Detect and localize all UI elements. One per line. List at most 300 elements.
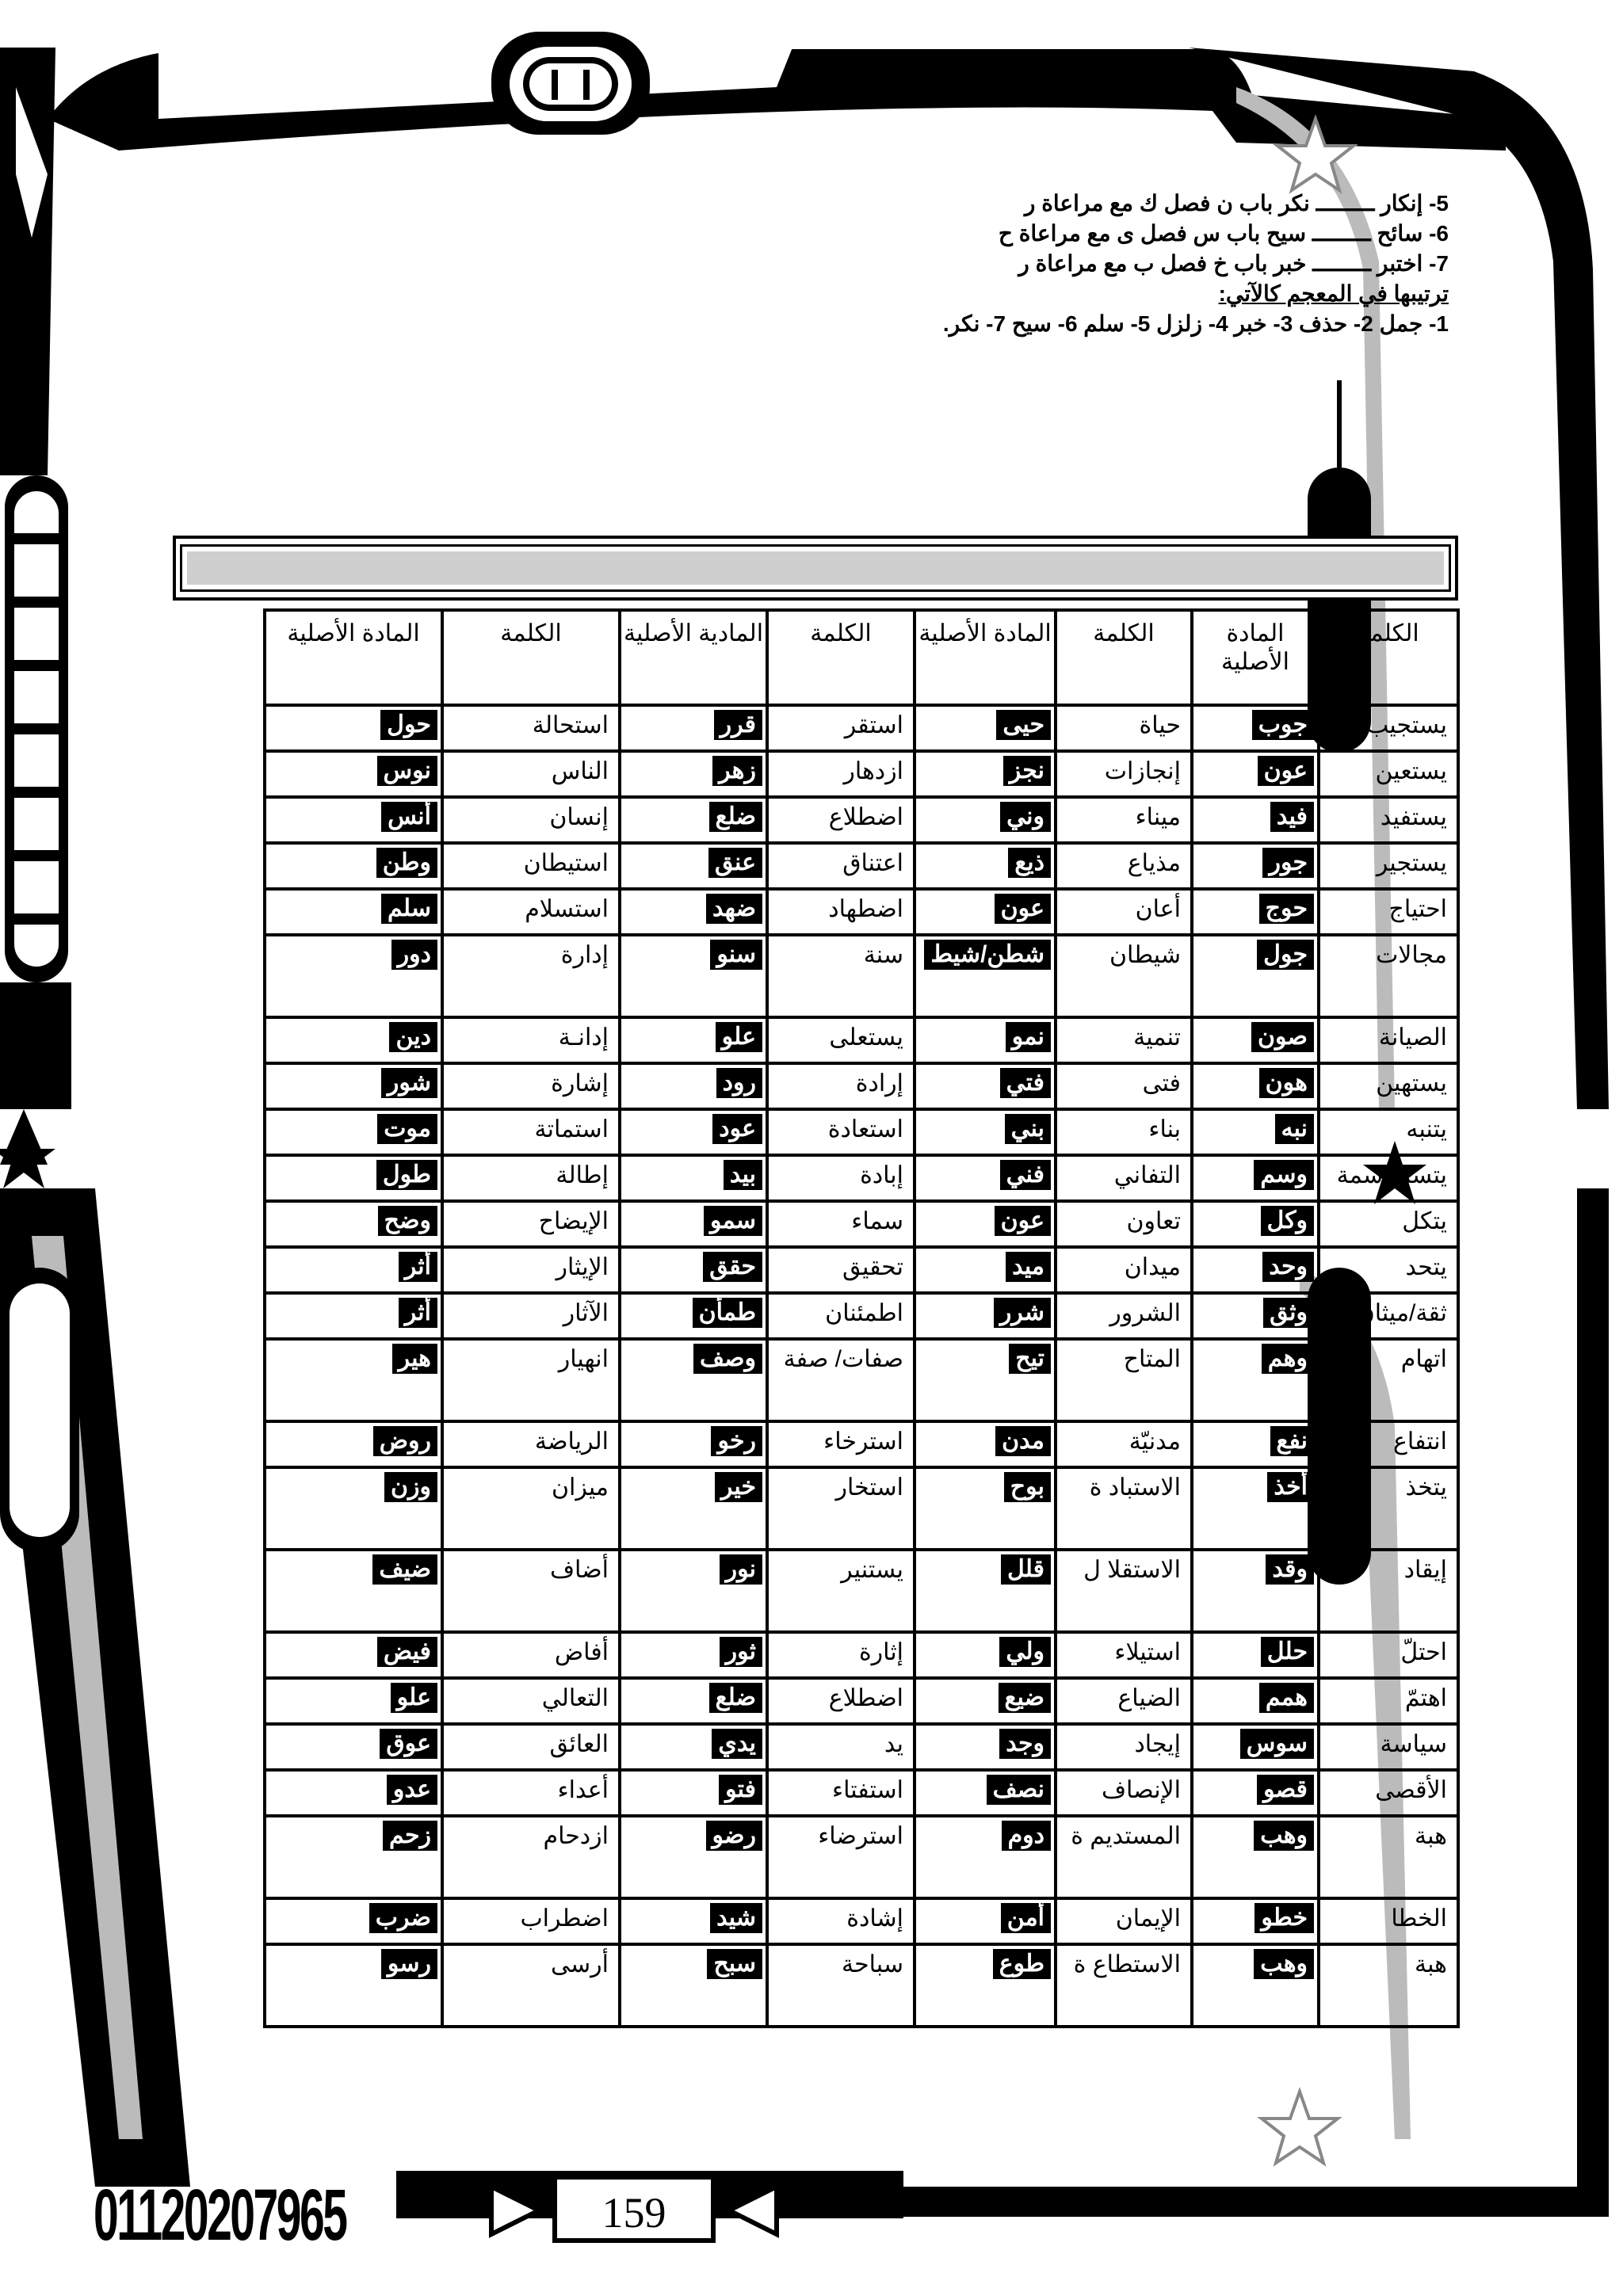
word-cell: يتنبه: [1319, 1109, 1458, 1155]
header-cell: المادة الأصلية: [265, 610, 442, 705]
root-label: فيض: [377, 1637, 437, 1667]
table-row: [265, 1421, 1458, 1467]
word-cell: الإيضاح: [442, 1201, 620, 1247]
root-label: فتو: [719, 1775, 762, 1805]
word-cell: يستنير: [767, 1550, 915, 1632]
table-row: [265, 1770, 1458, 1816]
word-cell: استعادة: [767, 1109, 915, 1155]
root-label: نبه: [1275, 1114, 1315, 1144]
root-label: ضهد: [706, 894, 762, 924]
root-cell: [265, 1632, 442, 1678]
table-row: [265, 935, 1458, 1017]
word-cell: مدنيّة: [1056, 1421, 1192, 1467]
word-cell: تعاون: [1056, 1201, 1192, 1247]
root-cell: [915, 1770, 1056, 1816]
root-cell: [265, 751, 442, 797]
root-cell: [265, 1247, 442, 1293]
root-cell: [915, 751, 1056, 797]
root-cell: [620, 843, 767, 889]
word-cell: استخار: [767, 1467, 915, 1550]
word-cell: اضطراب: [442, 1898, 620, 1944]
root-label: سنو: [710, 940, 762, 970]
root-cell: [915, 1678, 1056, 1724]
root-label: طمأن: [693, 1298, 762, 1328]
page-number: 159: [601, 2189, 666, 2237]
word-cell: سماء: [767, 1201, 915, 1247]
word-cell: استرضاء: [767, 1816, 915, 1898]
word-cell: مجالات: [1319, 935, 1458, 1017]
root-cell: [1192, 1017, 1319, 1063]
root-cell: [915, 1898, 1056, 1944]
root-cell: [620, 1017, 767, 1063]
root-cell: [915, 1155, 1056, 1201]
word-cell: استيلاء: [1056, 1632, 1192, 1678]
word-cell: اعتناق: [767, 843, 915, 889]
word-cell: يستفيد: [1319, 797, 1458, 843]
table-row: [265, 1201, 1458, 1247]
root-cell: [915, 935, 1056, 1017]
word-cell: استفتاء: [767, 1770, 915, 1816]
header-cell: الكلمة: [1056, 610, 1192, 705]
root-cell: [1192, 1109, 1319, 1155]
root-label: همم: [1259, 1683, 1314, 1713]
word-cell: الخطا: [1319, 1898, 1458, 1944]
root-cell: [1192, 935, 1319, 1017]
header-cell: المادية الأصلية: [620, 610, 767, 705]
root-label: يدي: [712, 1729, 762, 1759]
table-row: [265, 1017, 1458, 1063]
root-cell: [620, 935, 767, 1017]
root-cell: [915, 1724, 1056, 1770]
table-header-row: [265, 610, 1458, 705]
word-cell: أعان: [1056, 889, 1192, 935]
root-cell: [1192, 1063, 1319, 1109]
word-cell: الإنصاف: [1056, 1770, 1192, 1816]
root-cell: [265, 935, 442, 1017]
root-label: شطن/شيط: [924, 940, 1051, 970]
root-label: جوب: [1252, 710, 1314, 740]
root-cell: [915, 1467, 1056, 1550]
word-cell: اهتمّ: [1319, 1678, 1458, 1724]
word-cell: إشادة: [767, 1898, 915, 1944]
root-label: أثر: [399, 1298, 437, 1328]
root-cell: [1192, 1816, 1319, 1898]
word-cell: أفاض: [442, 1632, 620, 1678]
root-cell: [915, 1816, 1056, 1898]
root-cell: [620, 1550, 767, 1632]
root-label: دوم: [1002, 1821, 1051, 1851]
table-row: [265, 1467, 1458, 1550]
word-cell: شيطان: [1056, 935, 1192, 1017]
root-label: خطو: [1254, 1903, 1314, 1933]
root-label: عدو: [387, 1775, 437, 1805]
root-cell: [265, 1109, 442, 1155]
root-label: نوس: [377, 756, 437, 786]
word-cell: يستجير: [1319, 843, 1458, 889]
note-line: 6- سائح ـــــــــ سيح باب س فصل ى مع مراعاة ح: [998, 221, 1449, 246]
root-cell: [1192, 1632, 1319, 1678]
word-cell: إطالة: [442, 1155, 620, 1201]
root-cell: [265, 1678, 442, 1724]
root-cell: [620, 1247, 767, 1293]
root-label: ميد: [1006, 1252, 1051, 1282]
table-row: [265, 1632, 1458, 1678]
root-cell: [1192, 1155, 1319, 1201]
root-label: نور: [720, 1554, 762, 1585]
root-label: رود: [716, 1068, 762, 1098]
root-label: موت: [377, 1114, 437, 1144]
root-cell: [265, 1293, 442, 1339]
root-label: بيد: [724, 1160, 762, 1190]
root-label: وقد: [1266, 1554, 1314, 1585]
word-cell: ازدهار: [767, 751, 915, 797]
root-cell: [265, 1816, 442, 1898]
table-row: [265, 1109, 1458, 1155]
root-cell: [1192, 797, 1319, 843]
word-cell: إدارة: [442, 935, 620, 1017]
word-cell: استقر: [767, 705, 915, 751]
root-label: سمو: [704, 1206, 762, 1236]
root-cell: [1192, 751, 1319, 797]
word-cell: سياسة: [1319, 1724, 1458, 1770]
root-cell: [915, 1017, 1056, 1063]
root-label: وثق: [1263, 1298, 1314, 1328]
root-label: وجد: [999, 1729, 1051, 1759]
word-cell: حياة: [1056, 705, 1192, 751]
table-body: [265, 705, 1458, 2027]
word-cell: يتخذ: [1319, 1467, 1458, 1550]
root-cell: [1192, 1293, 1319, 1339]
root-cell: [265, 705, 442, 751]
root-cell: [915, 1063, 1056, 1109]
root-cell: [915, 1632, 1056, 1678]
root-cell: [620, 1632, 767, 1678]
root-cell: [1192, 1247, 1319, 1293]
word-cell: احتياج: [1319, 889, 1458, 935]
root-label: شور: [381, 1068, 437, 1098]
phone-number: 01120207965: [94, 2175, 346, 2256]
word-cell: إنسان: [442, 797, 620, 843]
table-row: [265, 1724, 1458, 1770]
word-cell: ازدحام: [442, 1816, 620, 1898]
word-cell: المستديم ة: [1056, 1816, 1192, 1898]
root-label: وسم: [1254, 1160, 1314, 1190]
root-label: عون: [1258, 756, 1314, 786]
root-cell: [265, 1421, 442, 1467]
root-cell: [915, 1421, 1056, 1467]
header-cell: الكلمة: [1319, 610, 1458, 705]
table-row: [265, 1678, 1458, 1724]
word-cell: الاستطاع ة: [1056, 1944, 1192, 2027]
root-label: وني: [1000, 802, 1051, 832]
root-label: هون: [1259, 1068, 1314, 1098]
root-label: حقق: [703, 1252, 762, 1282]
word-cell: أعداء: [442, 1770, 620, 1816]
root-label: سلم: [381, 894, 437, 924]
root-cell: [620, 705, 767, 751]
root-label: نجز: [1003, 756, 1051, 786]
word-cell: إثارة: [767, 1632, 915, 1678]
word-cell: يستجيب: [1319, 705, 1458, 751]
word-cell: يد: [767, 1724, 915, 1770]
root-label: هير: [392, 1344, 437, 1374]
word-cell: انتفاع: [1319, 1421, 1458, 1467]
root-label: أثر: [399, 1252, 437, 1282]
root-label: ذيع: [1008, 848, 1051, 878]
root-cell: [620, 1109, 767, 1155]
root-cell: [265, 1155, 442, 1201]
root-label: سوس: [1240, 1729, 1314, 1759]
word-cell: فتى: [1056, 1063, 1192, 1109]
word-cell: بناء: [1056, 1109, 1192, 1155]
root-label: شرر: [994, 1298, 1051, 1328]
word-cell: الصيانة: [1319, 1017, 1458, 1063]
word-cell: اضطلاع: [767, 797, 915, 843]
root-label: ولي: [999, 1637, 1051, 1667]
root-label: حيى: [996, 710, 1051, 740]
notes-block: [943, 189, 1449, 339]
word-cell: صفات/ صفة: [767, 1339, 915, 1421]
root-cell: [915, 1550, 1056, 1632]
root-cell: [620, 1201, 767, 1247]
note-line: 5- إنكار ـــــــــ نكر باب ن فصل ك مع مراعاة ر: [1024, 191, 1449, 215]
root-label: وصف: [693, 1344, 762, 1374]
word-cell: إدانـة: [442, 1017, 620, 1063]
table-row: [265, 1550, 1458, 1632]
root-label: ضلع: [709, 802, 762, 832]
word-cell: يتحد: [1319, 1247, 1458, 1293]
root-cell: [915, 1293, 1056, 1339]
header-cell: المادة الأصلية: [915, 610, 1056, 705]
header-cell: الكلمة: [442, 610, 620, 705]
word-cell: يستهين: [1319, 1063, 1458, 1109]
word-cell: هبة: [1319, 1944, 1458, 2027]
header-cell: الكلمة: [767, 610, 915, 705]
root-cell: [620, 1293, 767, 1339]
root-cell: [1192, 1550, 1319, 1632]
word-cell: مذياع: [1056, 843, 1192, 889]
root-label: دين: [389, 1022, 437, 1052]
root-label: وطن: [376, 848, 437, 878]
root-cell: [265, 1201, 442, 1247]
table-row: [265, 1155, 1458, 1201]
root-label: نفع: [1270, 1426, 1315, 1456]
root-cell: [1192, 1201, 1319, 1247]
root-label: طول: [376, 1160, 437, 1190]
table-row: [265, 1247, 1458, 1293]
word-cell: يستعين: [1319, 751, 1458, 797]
root-cell: [620, 1063, 767, 1109]
root-cell: [265, 843, 442, 889]
root-label: دور: [391, 940, 437, 970]
root-label: فني: [1000, 1160, 1051, 1190]
root-label: شيد: [710, 1903, 762, 1933]
root-cell: [620, 1944, 767, 2027]
root-cell: [265, 1550, 442, 1632]
word-cell: الاستقلا ل: [1056, 1550, 1192, 1632]
table-row: [265, 1898, 1458, 1944]
root-label: طوع: [993, 1949, 1051, 1979]
root-label: وهم: [1262, 1344, 1314, 1374]
word-cell: إشارة: [442, 1063, 620, 1109]
root-label: وهب: [1254, 1949, 1314, 1979]
root-cell: [1192, 1421, 1319, 1467]
word-cell: يتسم/ سمة: [1319, 1155, 1458, 1201]
word-cell: انهيار: [442, 1339, 620, 1421]
table-row: [265, 1063, 1458, 1109]
decorative-banner-bar: [173, 536, 1458, 601]
root-cell: [915, 705, 1056, 751]
word-cell: استسلام: [442, 889, 620, 935]
word-cell: تحقيق: [767, 1247, 915, 1293]
root-label: مدن: [995, 1426, 1051, 1456]
root-label: حوج: [1259, 894, 1314, 924]
note-heading: ترتيبها في المعجم كالآتي:: [1218, 281, 1449, 306]
root-label: فتي: [1000, 1068, 1051, 1098]
root-label: قصو: [1257, 1775, 1314, 1805]
root-label: عود: [712, 1114, 762, 1144]
note-line: 7- اختبر ـــــــــ خبر باب خ فصل ب مع مراعاة ر: [1018, 251, 1449, 276]
table-row: [265, 1944, 1458, 2027]
root-label: جور: [1262, 848, 1314, 878]
table-row: [265, 843, 1458, 889]
root-label: صون: [1251, 1022, 1314, 1052]
root-cell: [620, 751, 767, 797]
root-label: ضيع: [999, 1683, 1052, 1713]
word-cell: ميزان: [442, 1467, 620, 1550]
root-label: علو: [716, 1022, 762, 1052]
root-cell: [265, 1724, 442, 1770]
word-cell: أضاف: [442, 1550, 620, 1632]
root-cell: [915, 1201, 1056, 1247]
root-cell: [915, 1109, 1056, 1155]
root-label: ضيف: [372, 1554, 437, 1585]
word-cell: استماتة: [442, 1109, 620, 1155]
table-row: [265, 705, 1458, 751]
word-cell: الآثار: [442, 1293, 620, 1339]
word-cell: ميدان: [1056, 1247, 1192, 1293]
word-cell: إيقاد: [1319, 1550, 1458, 1632]
root-label: وهب: [1254, 1821, 1314, 1851]
root-cell: [620, 889, 767, 935]
word-cell: احتلّ: [1319, 1632, 1458, 1678]
root-cell: [620, 1339, 767, 1421]
root-cell: [265, 1063, 442, 1109]
word-cell: سنة: [767, 935, 915, 1017]
root-cell: [620, 1155, 767, 1201]
word-cell: اتهام: [1319, 1339, 1458, 1421]
root-label: خير: [715, 1472, 762, 1502]
root-cell: [915, 1247, 1056, 1293]
table-row: [265, 1816, 1458, 1898]
root-cell: [1192, 1339, 1319, 1421]
root-cell: [1192, 1944, 1319, 2027]
word-cell: الاستباد ة: [1056, 1467, 1192, 1550]
root-cell: [915, 889, 1056, 935]
root-cell: [620, 1724, 767, 1770]
root-label: نصف: [987, 1775, 1051, 1805]
root-label: رخو: [711, 1426, 762, 1456]
root-cell: [265, 1770, 442, 1816]
root-label: وضح: [378, 1206, 437, 1236]
root-label: قلل: [1001, 1554, 1051, 1585]
root-cell: [620, 1898, 767, 1944]
word-cell: العائق: [442, 1724, 620, 1770]
root-cell: [1192, 1770, 1319, 1816]
root-label: تيح: [1009, 1344, 1051, 1374]
root-cell: [265, 1467, 442, 1550]
word-cell: ميناء: [1056, 797, 1192, 843]
word-cell: يستعلى: [767, 1017, 915, 1063]
root-label: حلل: [1261, 1637, 1314, 1667]
word-cell: تنمية: [1056, 1017, 1192, 1063]
word-cell: المتاح: [1056, 1339, 1192, 1421]
root-label: زهر: [712, 756, 762, 786]
word-cell: استرخاء: [767, 1421, 915, 1467]
word-cell: إبادة: [767, 1155, 915, 1201]
word-cell: استيطان: [442, 843, 620, 889]
root-label: زحم: [383, 1821, 437, 1851]
root-label: وزن: [384, 1472, 437, 1502]
root-label: علو: [391, 1683, 437, 1713]
root-label: عنق: [708, 848, 762, 878]
root-label: بوح: [1004, 1472, 1051, 1502]
root-cell: [1192, 705, 1319, 751]
root-cell: [265, 1898, 442, 1944]
root-cell: [1192, 1898, 1319, 1944]
root-cell: [915, 1944, 1056, 2027]
word-cell: اطمئنان: [767, 1293, 915, 1339]
word-cell: الإيمان: [1056, 1898, 1192, 1944]
root-label: سبح: [707, 1949, 762, 1979]
table-row: [265, 889, 1458, 935]
header-cell: المادة الأصلية: [1192, 610, 1319, 705]
word-cell: الناس: [442, 751, 620, 797]
root-label: عون: [995, 1206, 1051, 1236]
root-cell: [1192, 889, 1319, 935]
word-cell: الرياضة: [442, 1421, 620, 1467]
root-cell: [1192, 1678, 1319, 1724]
word-cell: الضياع: [1056, 1678, 1192, 1724]
word-cell: اضطلاع: [767, 1678, 915, 1724]
root-cell: [915, 1339, 1056, 1421]
root-label: ضلع: [709, 1683, 762, 1713]
root-cell: [915, 843, 1056, 889]
word-cell: يتكل: [1319, 1201, 1458, 1247]
root-cell: [1192, 843, 1319, 889]
root-label: جول: [1257, 940, 1314, 970]
root-cell: [620, 1467, 767, 1550]
root-cell: [265, 1944, 442, 2027]
word-cell: ثقة/ميثاق: [1319, 1293, 1458, 1339]
word-cell: التفاني: [1056, 1155, 1192, 1201]
root-cell: [620, 797, 767, 843]
root-label: عوق: [380, 1729, 437, 1759]
word-cell: استحالة: [442, 705, 620, 751]
root-cell: [265, 797, 442, 843]
word-cell: أرسى: [442, 1944, 620, 2027]
root-label: أنس: [381, 802, 437, 832]
root-label: نمو: [1006, 1022, 1051, 1052]
word-cell: الشرور: [1056, 1293, 1192, 1339]
table-row: [265, 1339, 1458, 1421]
root-label: ثور: [720, 1637, 762, 1667]
root-label: أخذ: [1267, 1472, 1314, 1502]
word-cell: التعالي: [442, 1678, 620, 1724]
table-row: [265, 797, 1458, 843]
word-cell: سباحة: [767, 1944, 915, 2027]
table-row: [265, 1293, 1458, 1339]
